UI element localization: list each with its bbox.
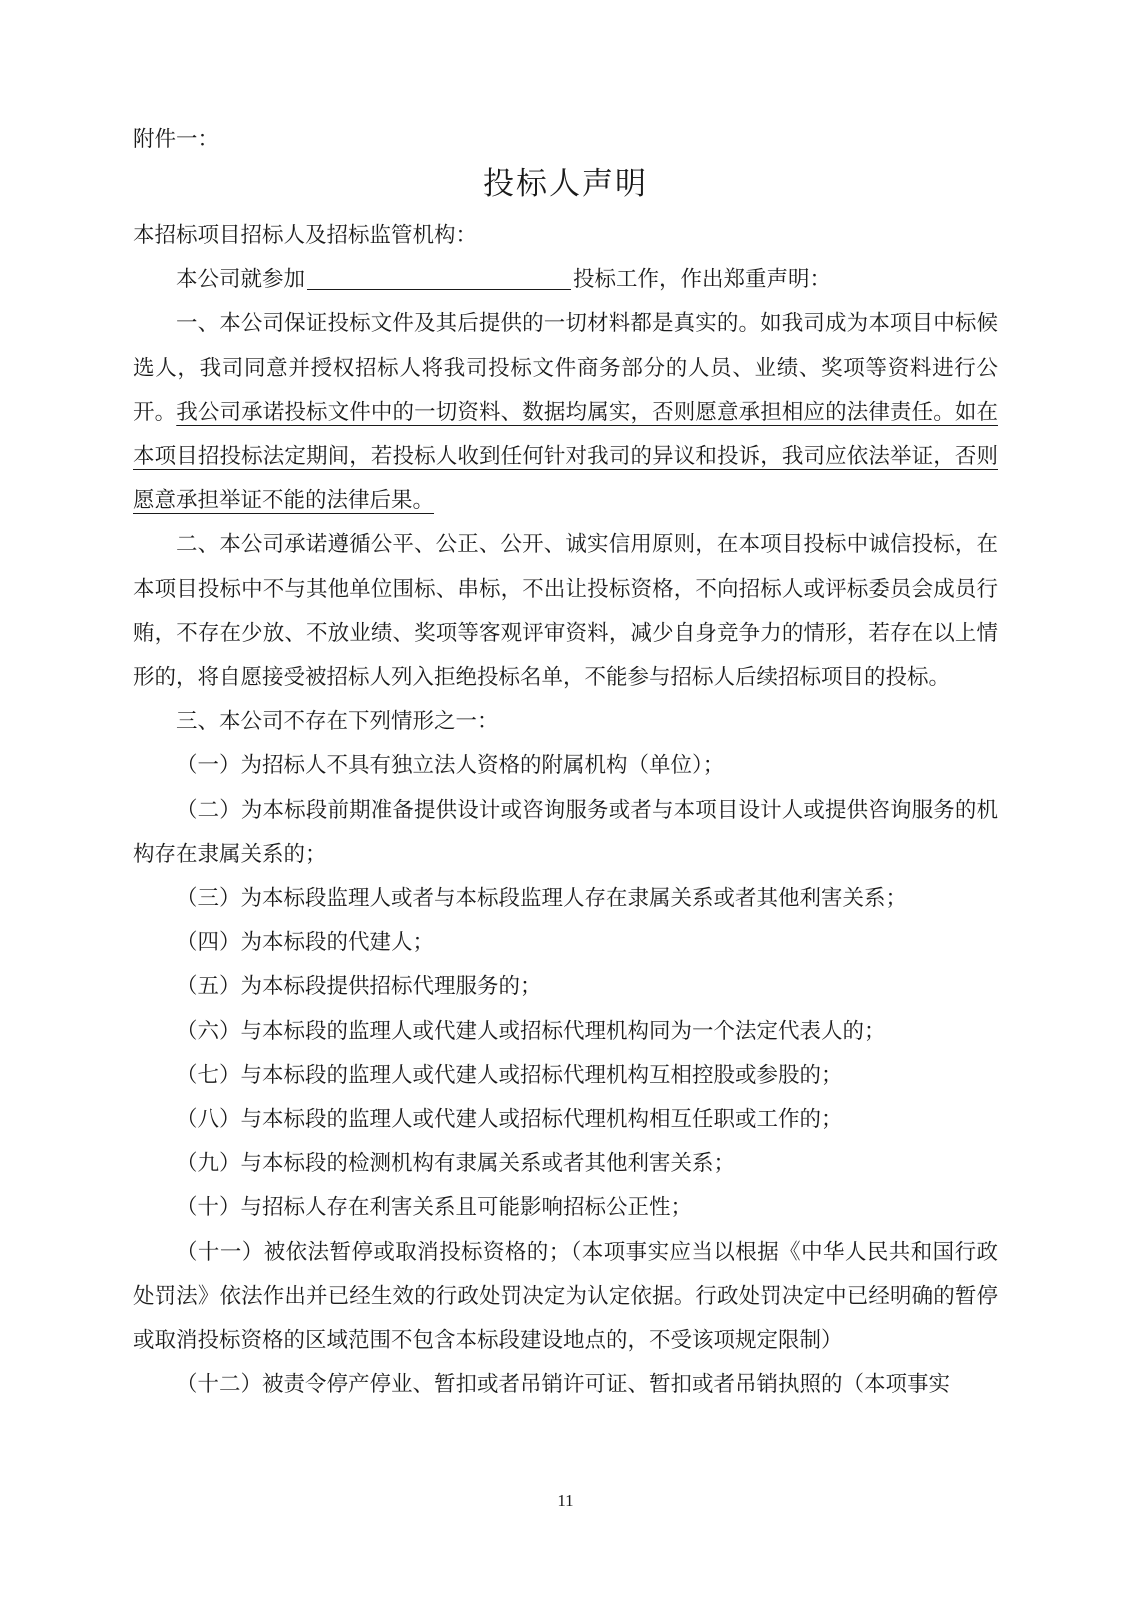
list-item-10: （十）与招标人存在利害关系且可能影响招标公正性； bbox=[176, 1195, 693, 1221]
document-page bbox=[133, 118, 998, 1407]
intro-after: 投标工作，作出郑重声明： bbox=[573, 267, 832, 293]
section-1-underlined-text: 我公司承诺投标文件中的一切资料、数据均属实，否则愿意承担相应的法律责任。如在本项目招投标法定期间，若投标人收到任何针对我司的异议和投诉，我司应依法举证，否则愿意承担举证不能的法律后果。 bbox=[133, 399, 998, 514]
section-2-paragraph: 二、本公司承诺遵循公平、公正、公开、诚实信用原则，在本项目投标中诚信投标，在本项目投标中不与其他单位围标、串标，不出让投标资格，不向招标人或评标委员会成员行贿，不存在少放、不放业绩、奖项等客观评审资料，减少自身竞争力的情形，若存在以上情形的，将自愿接受被招标人列入拒绝投标名单，不能参与招标人后续招标项目的投标。 bbox=[133, 532, 998, 691]
list-item-8: （八）与本标段的监理人或代建人或招标代理机构相互任职或工作的； bbox=[176, 1107, 843, 1133]
salutation: 本招标项目招标人及招标监管机构： bbox=[133, 223, 478, 248]
document-title: 投标人声明 bbox=[483, 166, 648, 202]
list-item-5: （五）为本标段提供招标代理服务的； bbox=[176, 974, 542, 1000]
list-item-4: （四）为本标段的代建人； bbox=[176, 930, 435, 956]
section-1-paragraph bbox=[133, 302, 998, 523]
section-1-plain-text: 一、本公司保证投标文件及其后提供的一切材料都是真实的。如我司成为本项目中标候选人，我司同意并授权招标人将我司投标文件商务部分的人员、业绩、奖项等资料进行公开。 bbox=[133, 311, 998, 425]
list-item-2: （二）为本标段前期准备提供设计或咨询服务或者与本项目设计人或提供咨询服务的机构存在隶属关系的； bbox=[133, 797, 998, 867]
list-item-6: （六）与本标段的监理人或代建人或招标代理机构同为一个法定代表人的； bbox=[176, 1018, 886, 1044]
list-item-12: （十二）被责令停产停业、暂扣或者吊销许可证、暂扣或者吊销执照的（本项事实 bbox=[176, 1372, 951, 1398]
intro-before: 本公司就参加 bbox=[176, 267, 306, 293]
list-item-7: （七）与本标段的监理人或代建人或招标代理机构互相控股或参股的； bbox=[176, 1062, 843, 1088]
intro-paragraph bbox=[133, 258, 998, 302]
annex-label: 附件一： bbox=[133, 127, 220, 152]
list-item-3: （三）为本标段监理人或者与本标段监理人存在隶属关系或者其他利害关系； bbox=[176, 886, 908, 912]
list-item-1: （一）为招标人不具有独立法人资格的附属机构（单位）； bbox=[176, 753, 725, 779]
section-3-heading: 三、本公司不存在下列情形之一： bbox=[176, 709, 499, 735]
list-item-9: （九）与本标段的检测机构有隶属关系或者其他利害关系； bbox=[176, 1151, 736, 1177]
project-name-blank bbox=[307, 259, 571, 290]
list-item-11: （十一）被依法暂停或取消投标资格的；（本项事实应当以根据《中华人民共和国行政处罚法》依法作出并已经生效的行政处罚决定为认定依据。行政处罚决定中已经明确的暂停或取消投标资格的区域范围不包含本标段建设地点的，不受该项规定限制） bbox=[133, 1239, 998, 1354]
page-number: 11 bbox=[557, 1491, 574, 1510]
